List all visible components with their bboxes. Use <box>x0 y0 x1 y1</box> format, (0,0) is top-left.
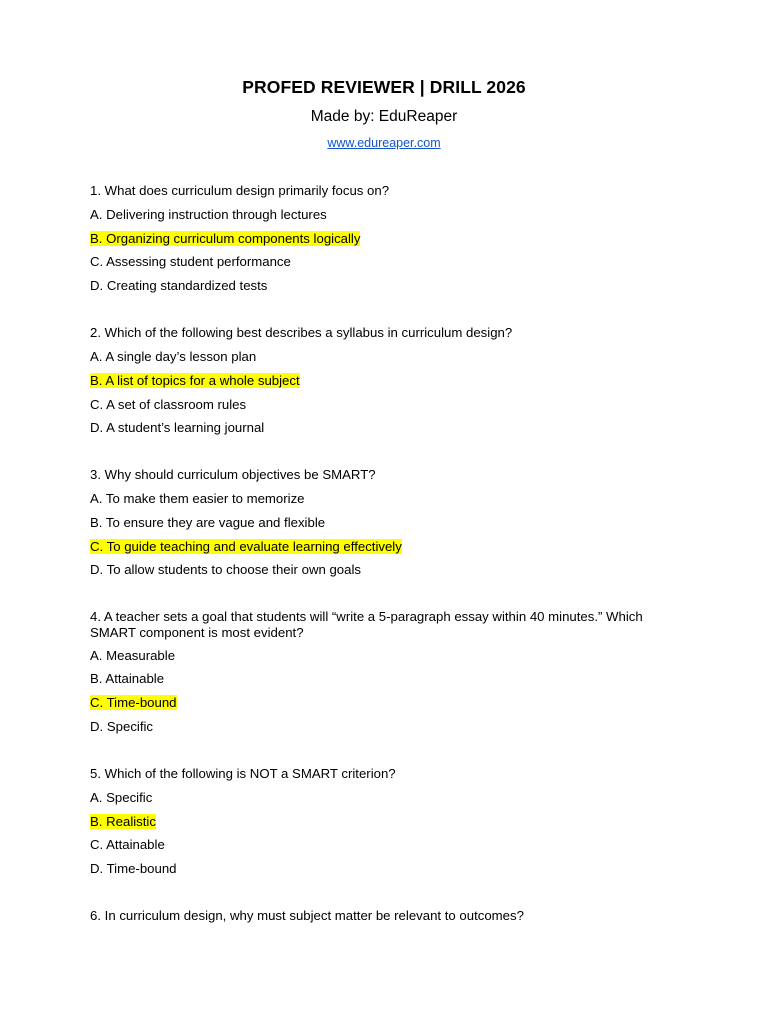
website-link-container <box>0 136 768 150</box>
question-1-option-b <box>90 231 360 247</box>
question-5-option-a: A. Specific <box>90 790 153 805</box>
answer-highlight: B. A list of topics for a whole subject <box>90 373 300 388</box>
question-2-text: 2. Which of the following best describes a syllabus in curriculum design? <box>90 325 513 340</box>
question-5-option-d: D. Time-bound <box>90 861 177 876</box>
question-1-text: 1. What does curriculum design primarily focus on? <box>90 183 390 198</box>
question-2-option-d: D. A student’s learning journal <box>90 420 265 435</box>
answer-highlight: C. Time-bound <box>90 695 177 710</box>
document-title: PROFED REVIEWER | DRILL 2026 <box>242 77 526 97</box>
answer-highlight: C. To guide teaching and evaluate learning effectively <box>90 539 402 554</box>
question-1-option-c: C. Assessing student performance <box>90 254 291 269</box>
answer-highlight: B. Realistic <box>90 814 156 829</box>
question-1-option-a: A. Delivering instruction through lectures <box>90 207 327 222</box>
question-3-option-d: D. To allow students to choose their own goals <box>90 562 361 577</box>
question-4-option-d: D. Specific <box>90 719 154 734</box>
question-3-option-c <box>90 539 402 555</box>
question-4-option-b: B. Attainable <box>90 671 165 686</box>
question-2-option-c: C. A set of classroom rules <box>90 397 247 412</box>
question-1-option-d: D. Creating standardized tests <box>90 278 268 293</box>
question-5-option-c: C. Attainable <box>90 837 165 852</box>
answer-highlight: B. Organizing curriculum components logically <box>90 231 361 246</box>
author-line: Made by: EduReaper <box>310 108 458 125</box>
question-3-text: 3. Why should curriculum objectives be SMART? <box>90 467 376 482</box>
question-5-text: 5. Which of the following is NOT a SMART criterion? <box>90 766 396 781</box>
question-4-option-c <box>90 695 177 711</box>
question-2-option-b <box>90 373 300 389</box>
question-3-option-a: A. To make them easier to memorize <box>90 491 305 506</box>
website-link[interactable]: www.edureaper.com <box>327 136 441 150</box>
question-4-text: 4. A teacher sets a goal that students will “write a 5-paragraph essay within 40 minutes.” Which SMART component is most evident? <box>90 609 643 640</box>
question-4-option-a: A. Measurable <box>90 648 176 663</box>
question-3-option-b: B. To ensure they are vague and flexible <box>90 515 326 530</box>
question-2-option-a: A. A single day’s lesson plan <box>90 349 257 364</box>
question-6-text: 6. In curriculum design, why must subject matter be relevant to outcomes? <box>90 908 524 923</box>
question-5-option-b <box>90 814 156 830</box>
